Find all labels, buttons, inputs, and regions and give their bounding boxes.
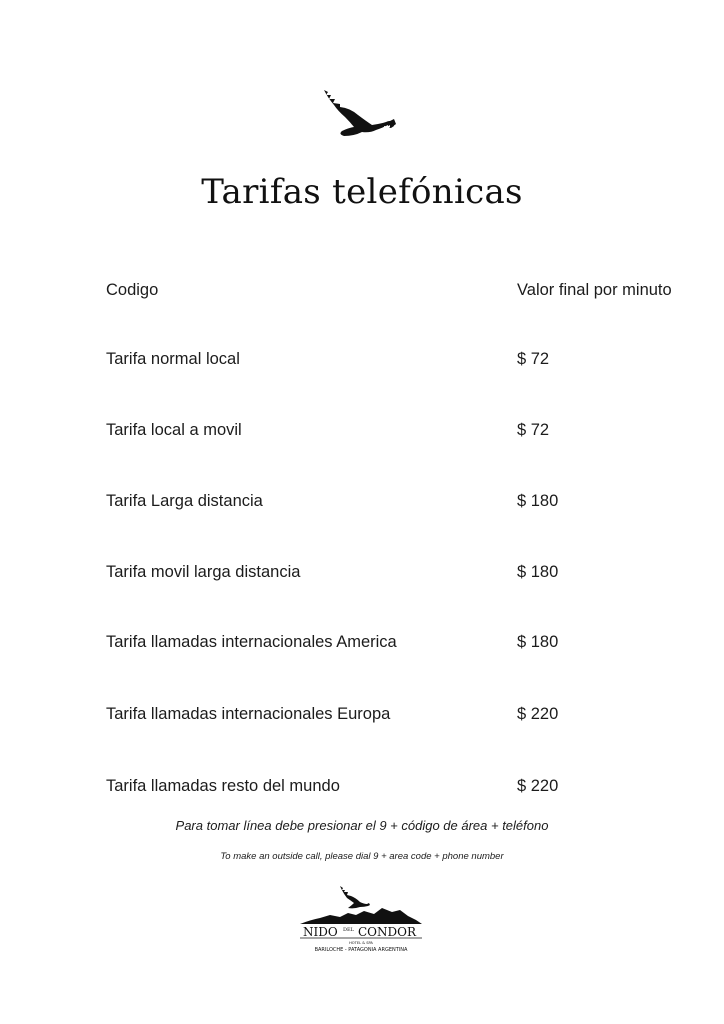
nido-del-condor-logo	[296, 884, 426, 960]
rate-label: Tarifa llamadas internacionales America	[106, 633, 397, 651]
page-title: Tarifas telefónicas	[201, 172, 523, 212]
rate-label: Tarifa llamadas internacionales Europa	[106, 705, 391, 723]
table-header	[0, 281, 724, 305]
logo-subtitle: HOTEL & SPA	[349, 941, 373, 945]
table-row	[0, 492, 724, 516]
rate-value: $ 220	[517, 777, 559, 795]
table-row	[0, 350, 724, 374]
table-row	[0, 421, 724, 445]
rate-value: $ 220	[517, 705, 559, 723]
table-row	[0, 563, 724, 587]
rate-value: $ 72	[517, 350, 550, 368]
rate-value: $ 180	[517, 563, 559, 581]
logo-name-mid: DEL	[343, 927, 354, 933]
rate-value: $ 72	[517, 421, 550, 439]
column-header-code: Codigo	[106, 281, 159, 299]
logo-name-right: CONDOR	[358, 925, 417, 939]
rate-label: Tarifa llamadas resto del mundo	[106, 777, 340, 795]
condor-icon	[318, 86, 398, 142]
table-row	[0, 633, 724, 657]
rate-value: $ 180	[517, 633, 559, 651]
dialing-note-spanish: Para tomar línea debe presionar el 9 + código de área + teléfono	[175, 818, 549, 833]
rate-label: Tarifa local a movil	[106, 421, 242, 439]
logo-location: BARILOCHE - PATAGONIA ARGENTINA	[314, 947, 408, 953]
dialing-note-english: To make an outside call, please dial 9 + area code + phone number	[220, 851, 504, 862]
rate-value: $ 180	[517, 492, 559, 510]
table-row	[0, 705, 724, 729]
rate-label: Tarifa Larga distancia	[106, 492, 263, 510]
rate-label: Tarifa movil larga distancia	[106, 563, 301, 581]
table-row	[0, 777, 724, 801]
rate-label: Tarifa normal local	[106, 350, 240, 368]
logo-name-left: NIDO	[303, 925, 338, 939]
column-header-value: Valor final por minuto	[517, 281, 672, 299]
